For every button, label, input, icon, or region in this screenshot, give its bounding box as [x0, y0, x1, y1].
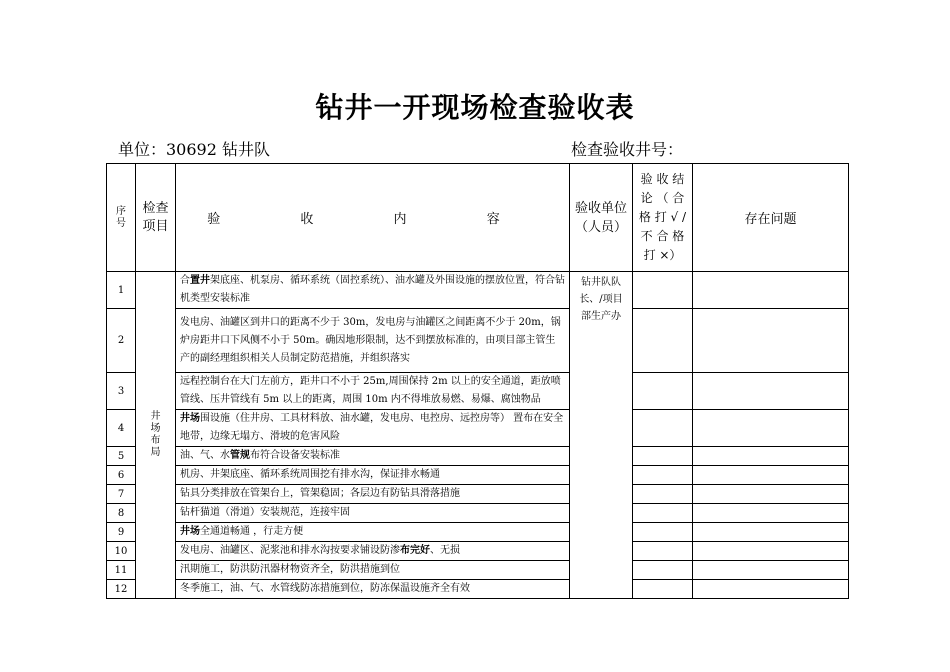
- inspection-table: [106, 163, 849, 599]
- row-index: 6: [107, 466, 136, 485]
- issues-cell[interactable]: [693, 309, 849, 373]
- table-row: [107, 373, 849, 410]
- issues-cell[interactable]: [693, 373, 849, 410]
- row-content: 发电房、油罐区到井口的距离不少于 30m，发电房与油罐区之间距离不少于 20m，锅炉房距井口下风侧不小于 50m。确因地形限制，达不到摆放标准的，由项目部主管生产的副经理组织相关人员制定防范措施，并组织落实: [176, 309, 570, 373]
- table-row: [107, 272, 849, 309]
- row-content: 冬季施工，油、气、水管线防冻措施到位，防冻保温设施齐全有效: [176, 580, 570, 599]
- table-row: [107, 485, 849, 504]
- row-index: 10: [107, 542, 136, 561]
- table-row: [107, 580, 849, 599]
- header-item: 检查项目: [136, 164, 176, 272]
- row-content: 远程控制台在大门左前方，距井口不小于 25m,周围保持 2m 以上的安全通道，距放喷管线、压井管线有 5m 以上的距离，周围 10m 内不得堆放易燃、易爆、腐蚀物品: [176, 373, 570, 410]
- table-row: [107, 466, 849, 485]
- table-row: [107, 523, 849, 542]
- row-content: 发电房、油罐区、泥浆池和排水沟按要求铺设防渗布完好、无损: [176, 542, 570, 561]
- row-index: 2: [107, 309, 136, 373]
- header-content: 验 收 内 容: [176, 164, 570, 272]
- row-index: 9: [107, 523, 136, 542]
- table-row: [107, 542, 849, 561]
- row-content: 合置井架底座、机泵房、循环系统（固控系统）、油水罐及外围设施的摆放位置，符合钻机类型安装标准: [176, 272, 570, 309]
- conclusion-cell[interactable]: [633, 561, 693, 580]
- row-index: 5: [107, 447, 136, 466]
- row-index: 3: [107, 373, 136, 410]
- row-content: 钻杆猫道（滑道）安装规范，连接牢固: [176, 504, 570, 523]
- conclusion-cell[interactable]: [633, 580, 693, 599]
- conclusion-cell[interactable]: [633, 485, 693, 504]
- accept-unit-cell: 钻井队队长、/项目部生产办: [570, 272, 633, 599]
- row-index: 7: [107, 485, 136, 504]
- issues-cell[interactable]: [693, 466, 849, 485]
- row-index: 12: [107, 580, 136, 599]
- issues-cell[interactable]: [693, 504, 849, 523]
- header-conclusion: 验 收 结 论 （ 合 格 打 √ / 不 合 格 打 ×）: [633, 164, 693, 272]
- issues-cell[interactable]: [693, 410, 849, 447]
- issues-cell[interactable]: [693, 542, 849, 561]
- conclusion-cell[interactable]: [633, 272, 693, 309]
- unit-label: 单位：30692 钻井队: [118, 140, 270, 159]
- row-index: 1: [107, 272, 136, 309]
- category-cell: 井场布局: [136, 272, 176, 599]
- issues-cell[interactable]: [693, 272, 849, 309]
- row-index: 11: [107, 561, 136, 580]
- header-index: 序号: [107, 164, 136, 272]
- row-index: 8: [107, 504, 136, 523]
- row-content: 油、气、水管规布符合设备安装标准: [176, 447, 570, 466]
- issues-cell[interactable]: [693, 561, 849, 580]
- issues-cell[interactable]: [693, 485, 849, 504]
- header-accept-unit: 验收单位（人员）: [570, 164, 633, 272]
- conclusion-cell[interactable]: [633, 373, 693, 410]
- conclusion-cell[interactable]: [633, 504, 693, 523]
- well-number-label: 检查验收井号：: [571, 140, 684, 159]
- row-content: 汛期施工，防洪防汛器材物资齐全，防洪措施到位: [176, 561, 570, 580]
- issues-cell[interactable]: [693, 447, 849, 466]
- conclusion-cell[interactable]: [633, 523, 693, 542]
- conclusion-cell[interactable]: [633, 466, 693, 485]
- conclusion-cell[interactable]: [633, 542, 693, 561]
- conclusion-cell[interactable]: [633, 410, 693, 447]
- document-title: 钻井一开现场检查验收表: [315, 91, 635, 124]
- issues-cell[interactable]: [693, 523, 849, 542]
- table-header-row: [107, 164, 849, 272]
- header-issues: 存在问题: [693, 164, 849, 272]
- row-content: 井场围设施（住井房、工具材料放、油水罐，发电房、电控房、远控房等） 置布在安全地带，边缘无塌方、滑坡的危害风险: [176, 410, 570, 447]
- issues-cell[interactable]: [693, 580, 849, 599]
- table-row: [107, 447, 849, 466]
- row-index: 4: [107, 410, 136, 447]
- conclusion-cell[interactable]: [633, 309, 693, 373]
- table-row: [107, 561, 849, 580]
- table-row: [107, 504, 849, 523]
- row-content: 机房、井架底座、循环系统周围挖有排水沟，保证排水畅通: [176, 466, 570, 485]
- conclusion-cell[interactable]: [633, 447, 693, 466]
- row-content: 井场全通道畅通 ，行走方便: [176, 523, 570, 542]
- table-row: [107, 410, 849, 447]
- table-row: [107, 309, 849, 373]
- row-content: 钻具分类排放在管架台上，管架稳固；各层边有防钻具滑落措施: [176, 485, 570, 504]
